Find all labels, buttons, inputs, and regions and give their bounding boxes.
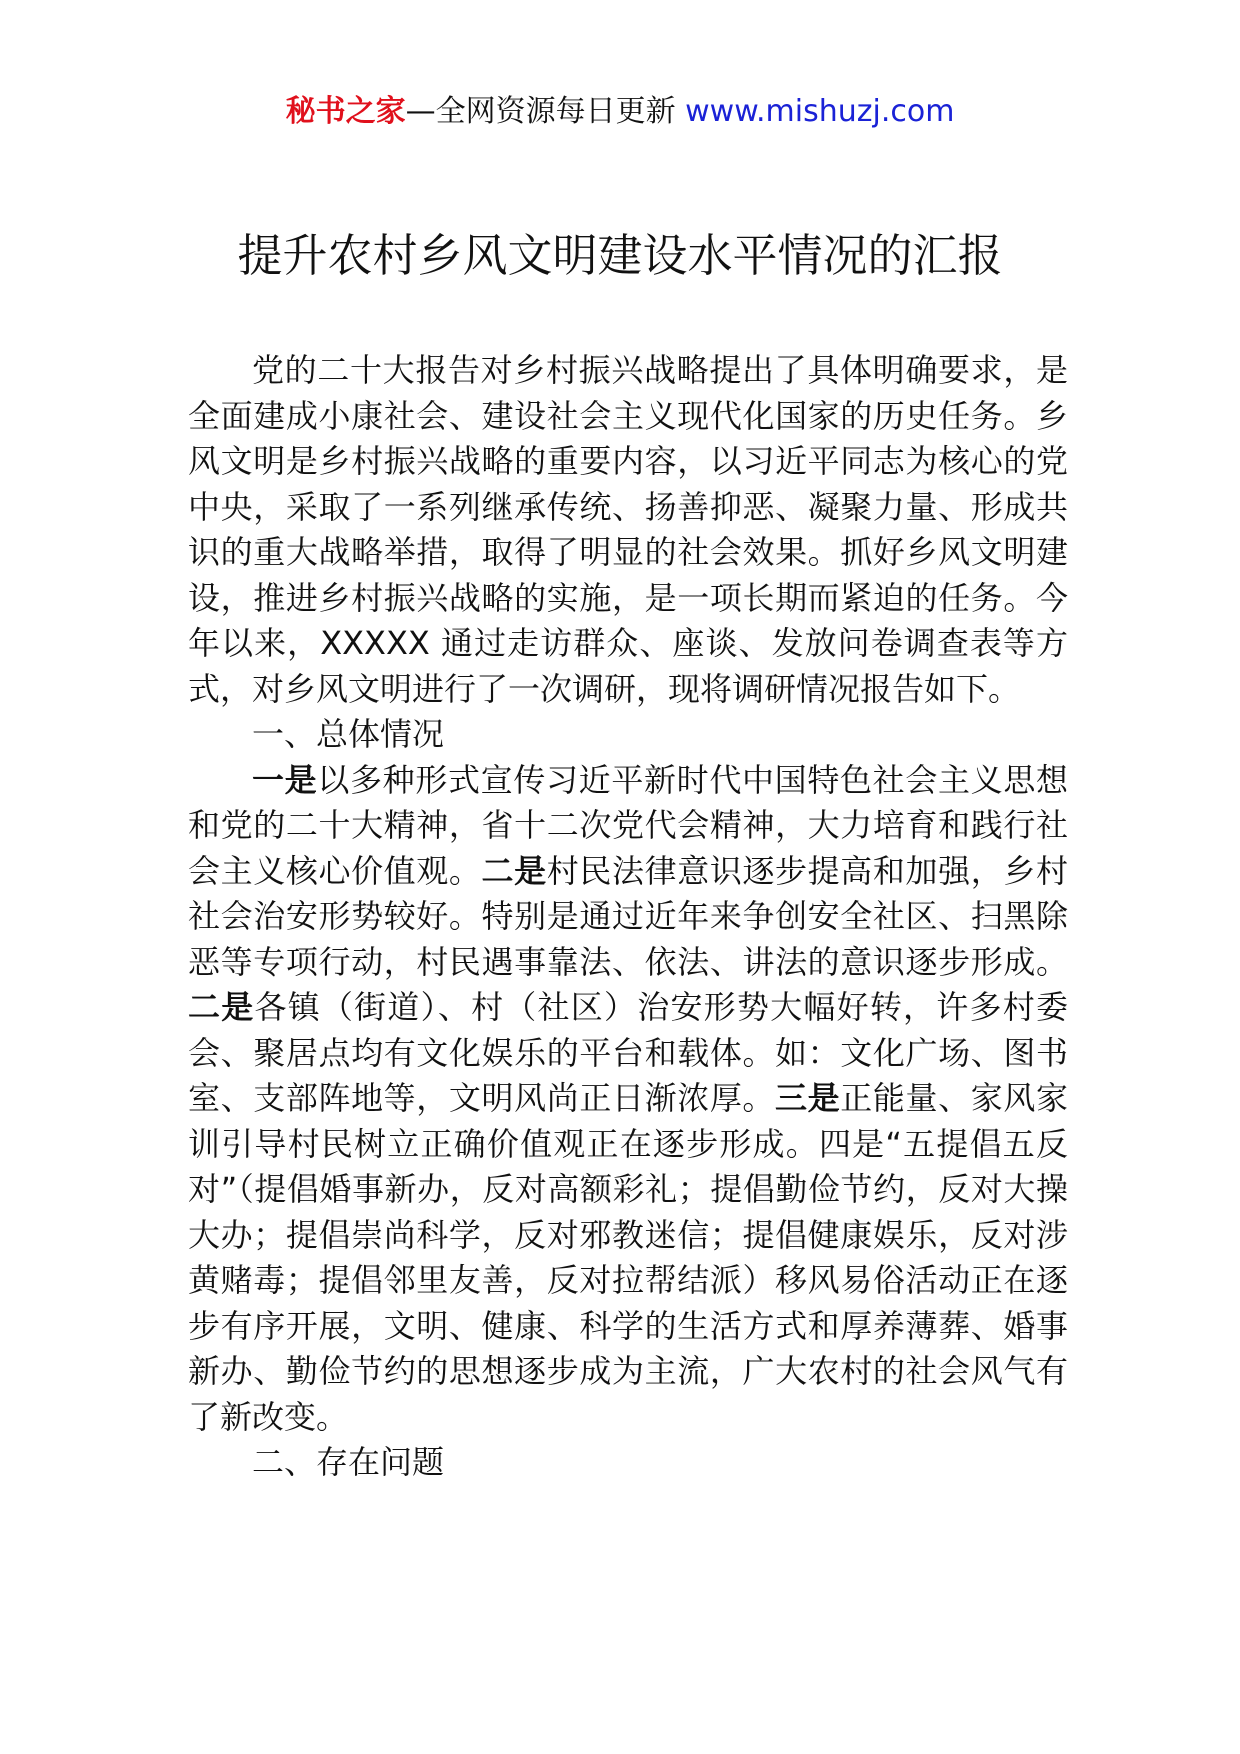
point-text-4: 正能量、家风家训引导村民树立正确价值观正在逐步形成。四是“五提倡五反对”（提倡婚事新办，反对高额彩礼；提倡勤俭节约，反对大操大办；提倡崇尚科学，反对邪教迷信；提倡健康娱乐，反对涉黄赌毒；提倡邻里友善，反对拉帮结派）移风易俗活动正在逐步有序开展，文明、健康、科学的生活方式和厚养薄葬、婚事新办、勤俭节约的思想逐步成为主流，广大农村的社会风气有了新改变。 [188,1079,1068,1436]
document-title: 提升农村乡风文明建设水平情况的汇报 [237,229,1003,282]
point-lead-3: 二是 [188,988,255,1026]
point-lead-2: 二是 [481,851,547,890]
document-body [188,348,1068,1486]
site-slogan: —全网资源每日更新 [405,94,676,129]
site-url-link[interactable]: www.mishuzj.com [685,94,955,129]
site-brand: 秘书之家 [285,94,406,129]
site-header [0,92,1240,132]
point-lead-1: 一是 [252,760,318,799]
point-text-1: 以多种形式宣传习近平新时代中国特色社会主义思想和党的二十大精神，省十二次党代会精神，大力培育和践行社会主义核心价值观。 [188,760,1068,890]
point-lead-4: 三是 [775,1079,841,1117]
intro-paragraph: 党的二十大报告对乡村振兴战略提出了具体明确要求，是全面建成小康社会、建设社会主义现代化国家的历史任务。乡风文明是乡村振兴战略的重要内容，以习近平同志为核心的党中央，采取了一系列继承传统、扬善抑恶、凝聚力量、形成共识的重大战略举措，取得了明显的社会效果。抓好乡风文明建设，推进乡村振兴战略的实施，是一项长期而紧迫的任务。今年以来，XXXXX 通过走访群众、座谈、发放问卷调查表等方式，对乡风文明进行了一次调研，现将调研情况报告如下。 [188,351,1068,708]
overview-paragraph [188,758,1068,1441]
section-heading-overview: 一、总体情况 [252,715,445,753]
section-heading-problems: 二、存在问题 [252,1443,445,1481]
point-text-2: 村民法律意识逐步提高和加强，乡村社会治安形势较好。特别是通过近年来争创安全社区、扫黑除恶等专项行动，村民遇事靠法、依法、讲法的意识逐步形成。 [188,851,1068,981]
point-text-3: 各镇（街道）、村（社区）治安形势大幅好转，许多村委会、聚居点均有文化娱乐的平台和载体。如：文化广场、图书室、支部阵地等，文明风尚正日渐浓厚。 [188,988,1068,1117]
